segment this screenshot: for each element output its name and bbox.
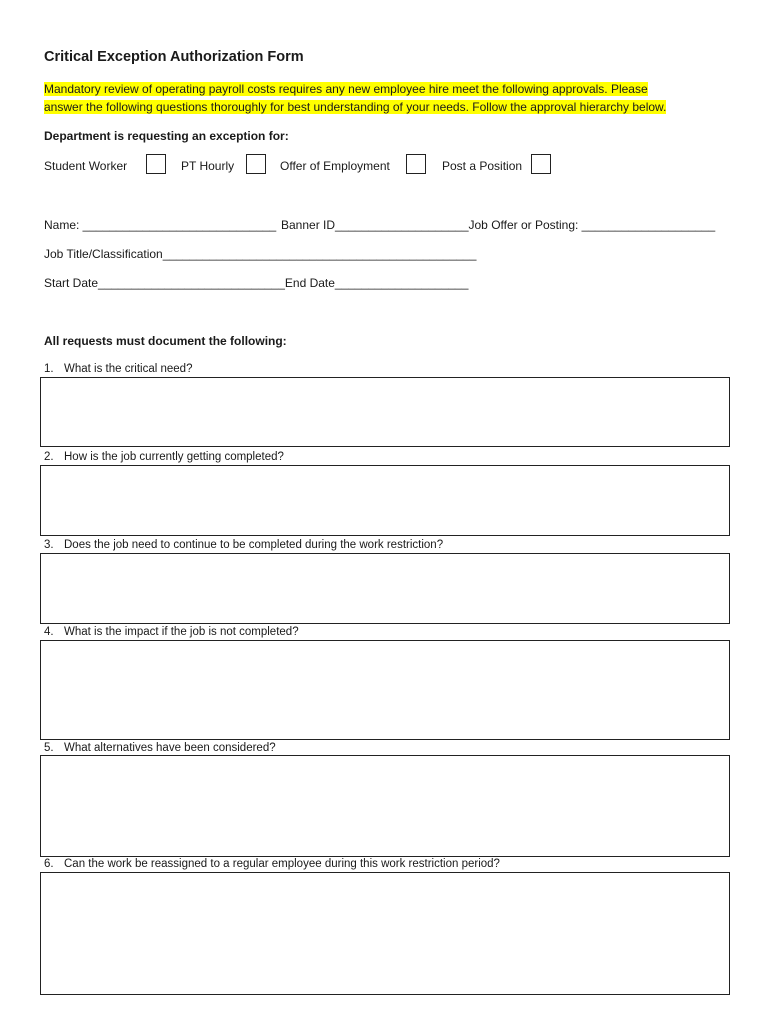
- option-label-offer-of-employment: Offer of Employment: [280, 159, 390, 173]
- question-4-number: 4.: [44, 626, 54, 638]
- question-6-text: Can the work be reassigned to a regular employee during this work restriction period?: [64, 858, 500, 870]
- checkbox-post-a-position[interactable]: [531, 154, 551, 174]
- question-4: [44, 626, 299, 638]
- section-heading: All requests must document the following:: [44, 334, 287, 348]
- question-4-text: What is the impact if the job is not completed?: [64, 626, 299, 638]
- option-label-post-a-position: Post a Position: [442, 159, 523, 173]
- job-title-field[interactable]: Job Title/Classification_______________________________________________: [44, 247, 477, 261]
- checkbox-pt-hourly[interactable]: [246, 154, 266, 174]
- question-6: [44, 858, 500, 870]
- question-5-number: 5.: [44, 742, 54, 754]
- answer-box-3[interactable]: [40, 553, 730, 624]
- banner-id-job-offer-field[interactable]: Banner ID____________________Job Offer or Posting: ____________________: [281, 218, 716, 232]
- answer-box-4[interactable]: [40, 640, 730, 740]
- answer-box-1[interactable]: [40, 377, 730, 447]
- intro-line-2: answer the following questions thoroughly for best understanding of your needs. Follow the approval hierarchy below.: [44, 100, 667, 114]
- checkbox-offer-of-employment[interactable]: [406, 154, 426, 174]
- question-2-text: How is the job currently getting completed?: [64, 451, 284, 463]
- question-3-number: 3.: [44, 539, 54, 551]
- form-title: Critical Exception Authorization Form: [44, 49, 304, 65]
- question-1-text: What is the critical need?: [64, 363, 193, 375]
- question-1: [44, 363, 192, 375]
- question-3: [44, 539, 443, 551]
- answer-box-5[interactable]: [40, 755, 730, 857]
- answer-box-2[interactable]: [40, 465, 730, 536]
- question-2-number: 2.: [44, 451, 54, 463]
- department-heading: Department is requesting an exception for:: [44, 129, 289, 143]
- option-label-pt-hourly: PT Hourly: [181, 159, 235, 173]
- checkbox-student-worker[interactable]: [146, 154, 166, 174]
- question-3-text: Does the job need to continue to be completed during the work restriction?: [64, 539, 444, 551]
- answer-box-6[interactable]: [40, 872, 730, 995]
- start-end-date-field[interactable]: Start Date____________________________End Date____________________: [44, 276, 469, 290]
- question-5: [44, 742, 276, 754]
- question-2: [44, 451, 284, 463]
- question-1-number: 1.: [44, 363, 54, 375]
- name-field[interactable]: Name: _____________________________: [44, 218, 277, 232]
- intro-line-1: Mandatory review of operating payroll costs requires any new employee hire meet the following approvals. Please: [44, 82, 648, 96]
- question-5-text: What alternatives have been considered?: [64, 742, 276, 754]
- question-6-number: 6.: [44, 858, 54, 870]
- option-label-student-worker: Student Worker: [44, 159, 128, 173]
- intro-text: [44, 80, 724, 116]
